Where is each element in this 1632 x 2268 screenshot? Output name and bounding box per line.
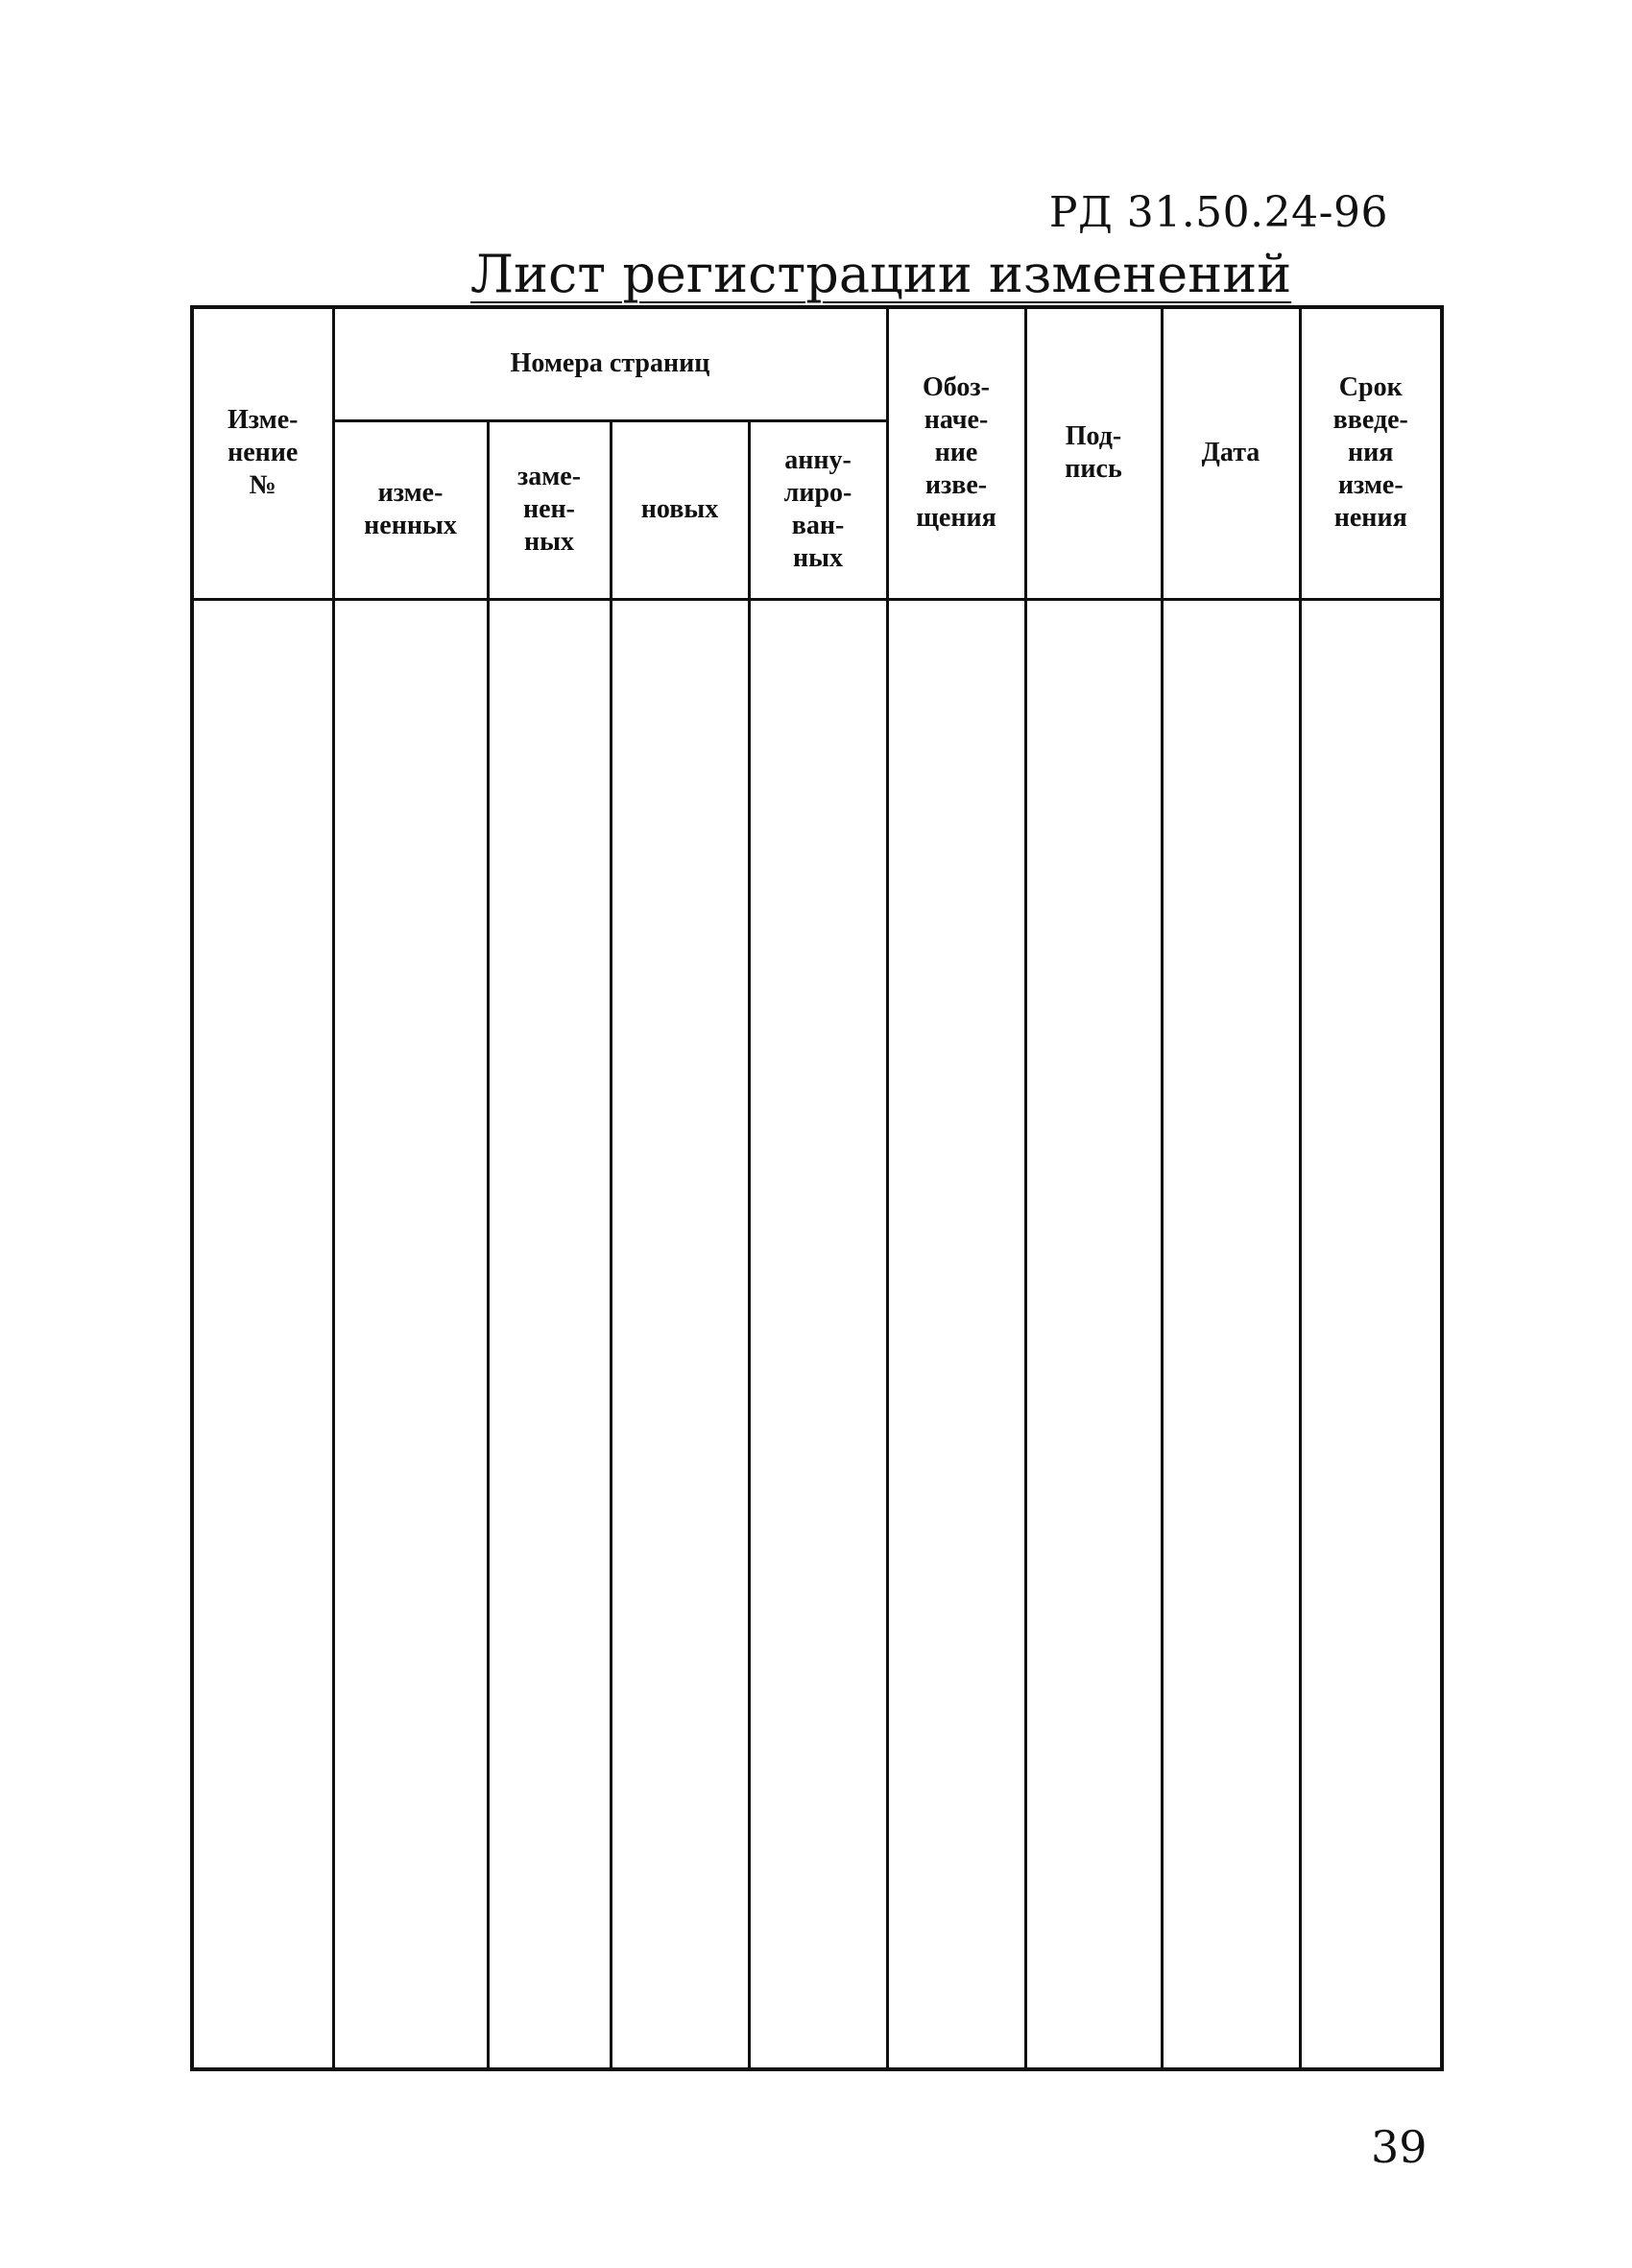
column-group-page-numbers: Номера страниц	[333, 307, 887, 420]
cell-replaced	[488, 599, 611, 2069]
column-header-annulled: анну- лиро- ван- ных	[749, 420, 887, 599]
column-header-replaced: заме- нен- ных	[488, 420, 611, 599]
page-number: 39	[1371, 2121, 1428, 2173]
column-header-date: Дата	[1162, 307, 1300, 599]
column-header-change-no: Изме- нение №	[192, 307, 333, 599]
cell-new	[611, 599, 749, 2069]
cell-annulled	[749, 599, 887, 2069]
cell-date	[1162, 599, 1300, 2069]
cell-signature	[1025, 599, 1162, 2069]
column-header-signature: Под- пись	[1025, 307, 1162, 599]
page-title: Лист регистрации изменений	[470, 244, 1292, 304]
column-header-effective-date: Срок введе- ния изме- нения	[1300, 307, 1442, 599]
header-row-main	[192, 307, 1442, 420]
cell-effective-date	[1300, 599, 1442, 2069]
cell-change-no	[192, 599, 333, 2069]
column-header-new: новых	[611, 420, 749, 599]
column-header-notice-designation: Обоз- наче- ние изве- щения	[887, 307, 1025, 599]
table-body-row	[192, 599, 1442, 2069]
cell-changed	[333, 599, 488, 2069]
change-registration-table	[190, 305, 1444, 2071]
cell-notice-designation	[887, 599, 1025, 2069]
column-header-changed: изме- ненных	[333, 420, 488, 599]
document-code: РД 31.50.24-96	[1048, 188, 1388, 237]
